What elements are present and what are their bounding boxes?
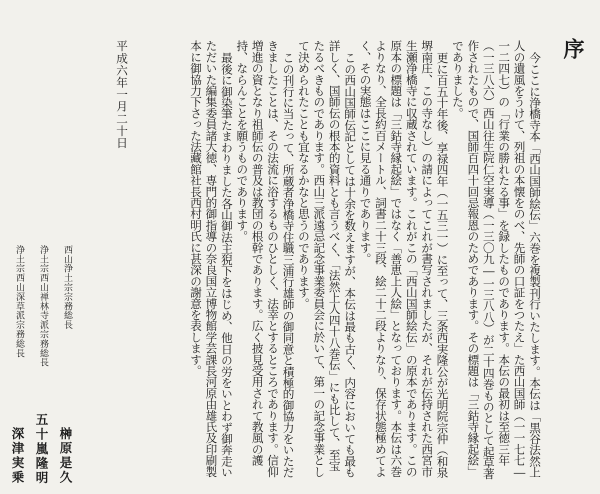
paragraph: 今ここに浄橋寺本「西山国師絵伝」六巻を複製刊行いたします。本伝は「黒谷法然上人の遺風をうけて、列祖の本懐をのべ、先師の口証をつたえ」た西山国師（一一七七―一二四七）の「行業の勝れたる事」を録したものであります。本伝の最初は至徳三年（一三八六）西山往生院仁空実導（一三〇九―一三八八）が二十四巻ものとして起草著作されたもので、国師百四十回忌報恩のためであります。その標題は「三鈷寺縁起絵」でありました。 bbox=[450, 40, 542, 480]
signer bbox=[8, 245, 26, 485]
signer-title: 浄土宗西山深草派宗務総長 bbox=[14, 245, 24, 358]
signer-title: 浄土宗西山禅林寺派宗務総長 bbox=[38, 245, 48, 368]
signer-title: 西山浄土宗宗務総長 bbox=[62, 245, 72, 330]
signer bbox=[56, 245, 74, 485]
preface-body bbox=[94, 40, 542, 480]
page-title: 序 bbox=[561, 38, 586, 61]
signer-name: 榊原是久 bbox=[58, 427, 73, 485]
date-line: 平成六年一月二十日 bbox=[115, 40, 129, 149]
signer-name: 深津実乗 bbox=[10, 427, 25, 485]
paragraph: この西山国師伝記としては十余を数えますが、本伝は最も古く、内容においても最も詳しく、国師伝の根本的資料とも言うべく、「法然上人四十八巻伝」にも比して、至宝たるべきものであります。西山三派遠忌記念事業委員会に於いて、第一の記念事業として決められたことも宜なるかなと思うのであります。 bbox=[296, 40, 358, 478]
signatories bbox=[8, 245, 74, 485]
paragraph: この刊行に当たって、所蔵者浄橋寺住職三浦行雄師の御同意と積極的御協力をいただきましたことは、その法流に浴するものひとしく、法幸とするところであります。信仰増進の資となり祖師伝の普及は教団の根幹であります。広く披見受用されて教風の護持、ならんことを願うものであります。 bbox=[235, 40, 296, 478]
paragraph: 更に百五十年後、享禄四年（一五三一）に至って、三条西実隆公が光明院宗仲（和泉堺南庄、この寺なし）の請によってこれが書写されましたが、それが伝持された西宮市生瀬浄橋寺に収蔵されています。これがこの「西山国師絵伝」の原本であります。この原本の標題は「三鈷寺縁起絵」ではなく「善恵上人絵」となっております。本伝は六巻よりなり、全長約百メートル、詞書二十三段、絵二十二段よりなり、保存状態極めてよく、その実態はここに見る通りであります。 bbox=[358, 40, 450, 478]
paragraph: 最後に御染筆たまわりました各山御法主猊下をはじめ、他日の労をいとわず御奔走いただいた編集委員諸大徳、専門的御指導の奈良国立博物館学芸課長河原由雄氏及印刷製本に御協力下さった法藏館社長西村明氏に甚深の謝意を表します。 bbox=[189, 40, 234, 478]
signer-name: 五十嵐隆明 bbox=[34, 412, 49, 485]
signer bbox=[32, 245, 50, 485]
